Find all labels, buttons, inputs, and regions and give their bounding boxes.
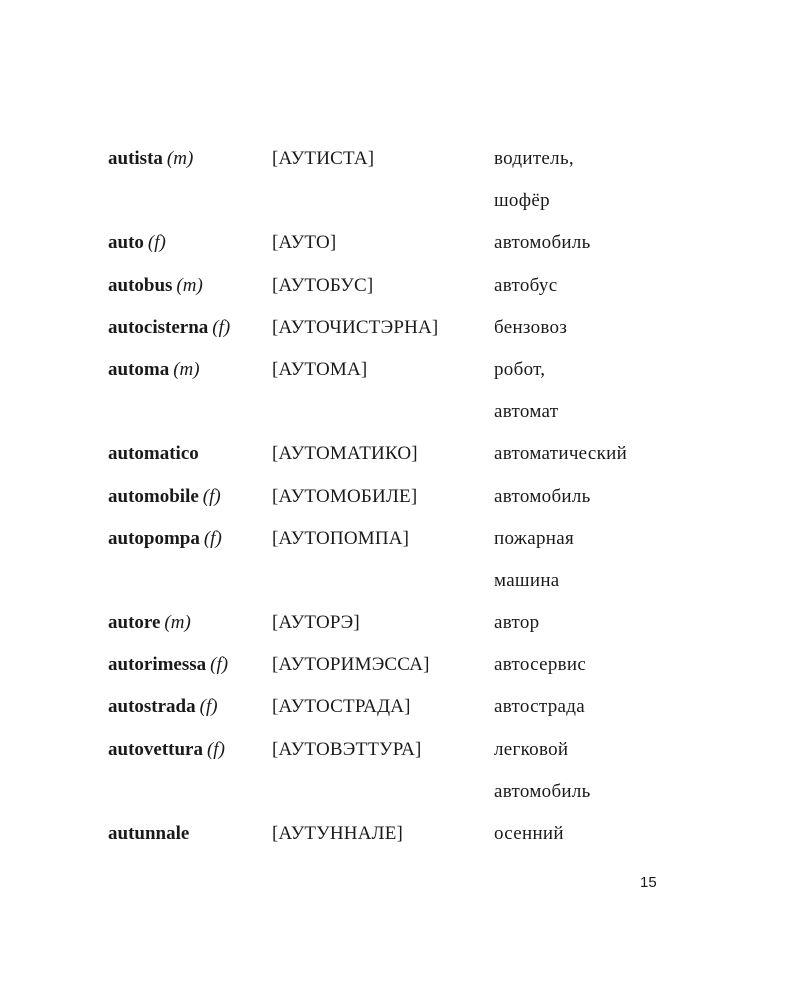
russian-meaning: пожарная — [494, 527, 574, 549]
word-cell — [108, 265, 203, 307]
transcription: [АУТОРИМЭССА] — [272, 654, 430, 676]
word-cell — [108, 602, 191, 644]
italian-word: autorimessa — [108, 654, 207, 676]
russian-meaning: автомобиль — [494, 485, 591, 507]
russian-meaning: автобус — [494, 274, 558, 296]
transcription: [АУТО] — [272, 232, 337, 254]
word-cell — [108, 729, 225, 771]
entry-line — [108, 560, 708, 602]
word-cell — [108, 307, 230, 349]
word-cell — [108, 771, 112, 813]
word-cell — [108, 180, 112, 222]
russian-meaning: осенний — [494, 823, 564, 844]
italian-word: automobile — [108, 485, 199, 507]
italian-word: autunnale — [108, 823, 190, 844]
transcription: [АУТОМОБИЛЕ] — [272, 485, 418, 507]
italian-word: autore — [108, 612, 161, 634]
russian-meaning: автосервис — [494, 654, 587, 676]
italian-word: autovettura — [108, 738, 203, 760]
italian-word: autostrada — [108, 696, 196, 718]
russian-meaning: робот, — [494, 358, 546, 380]
entry-line — [108, 686, 708, 728]
entry-line — [108, 391, 708, 433]
transcription: [АУТОМАТИКО] — [272, 443, 418, 465]
entry-line — [108, 222, 708, 264]
russian-meaning: автомобиль — [494, 232, 591, 254]
russian-meaning: автоматический — [494, 443, 628, 465]
entry-line — [108, 265, 708, 307]
italian-word: automatico — [108, 443, 199, 465]
gender-marker: (f) — [212, 316, 231, 338]
gender-marker: (m) — [176, 274, 203, 296]
word-cell — [108, 138, 193, 180]
russian-meaning: автомобиль — [494, 780, 591, 802]
entry-line — [108, 433, 708, 475]
word-cell — [108, 813, 193, 855]
italian-word: automa — [108, 358, 170, 380]
gender-marker: (f) — [203, 527, 222, 549]
gender-marker: (f) — [199, 696, 218, 718]
russian-meaning: машина — [494, 569, 560, 591]
entry-line — [108, 729, 708, 771]
gender-marker: (f) — [210, 654, 229, 676]
transcription: [АУТИСТА] — [272, 148, 375, 169]
word-cell — [108, 433, 203, 475]
russian-meaning: легковой — [494, 738, 569, 760]
transcription: [АУТОРЭ] — [272, 612, 360, 634]
word-cell — [108, 349, 200, 391]
entry-line — [108, 307, 708, 349]
italian-word: autopompa — [108, 527, 200, 549]
gender-marker: (m) — [173, 358, 200, 380]
word-cell — [108, 391, 112, 433]
russian-meaning: автострада — [494, 696, 585, 718]
italian-word: auto — [108, 232, 144, 254]
italian-word: autocisterna — [108, 316, 209, 338]
transcription: [АУТОЧИСТЭРНА] — [272, 316, 439, 338]
entry-line — [108, 518, 708, 560]
russian-meaning: шофёр — [494, 190, 550, 212]
entry-line — [108, 771, 708, 813]
italian-word: autobus — [108, 274, 173, 296]
gender-marker: (f) — [147, 232, 166, 254]
word-cell — [108, 222, 166, 264]
transcription: [АУТОСТРАДА] — [272, 696, 411, 718]
entry-list — [108, 138, 708, 855]
transcription: [АУТОБУС] — [272, 274, 374, 296]
entry-line — [108, 813, 708, 855]
gender-marker: (m) — [166, 148, 194, 169]
transcription: [АУТОВЭТТУРА] — [272, 738, 422, 760]
entry-line — [108, 644, 708, 686]
word-cell — [108, 518, 222, 560]
word-cell — [108, 560, 112, 602]
word-cell — [108, 476, 221, 518]
entry-line — [108, 602, 708, 644]
italian-word: autista — [108, 148, 163, 169]
russian-meaning: автомат — [494, 401, 559, 423]
page-number: 15 — [640, 874, 657, 891]
entry-line — [108, 476, 708, 518]
gender-marker: (f) — [206, 738, 225, 760]
entry-line — [108, 349, 708, 391]
russian-meaning: водитель, — [494, 148, 574, 169]
transcription: [АУТОПОМПА] — [272, 527, 410, 549]
transcription: [АУТОМА] — [272, 358, 368, 380]
transcription: [АУТУННАЛЕ] — [272, 823, 404, 844]
word-cell — [108, 686, 218, 728]
russian-meaning: автор — [494, 612, 540, 634]
gender-marker: (f) — [202, 485, 221, 507]
gender-marker: (m) — [164, 612, 191, 634]
word-cell — [108, 644, 228, 686]
entry-line — [108, 138, 708, 180]
entry-line — [108, 180, 708, 222]
russian-meaning: бензовоз — [494, 316, 568, 338]
